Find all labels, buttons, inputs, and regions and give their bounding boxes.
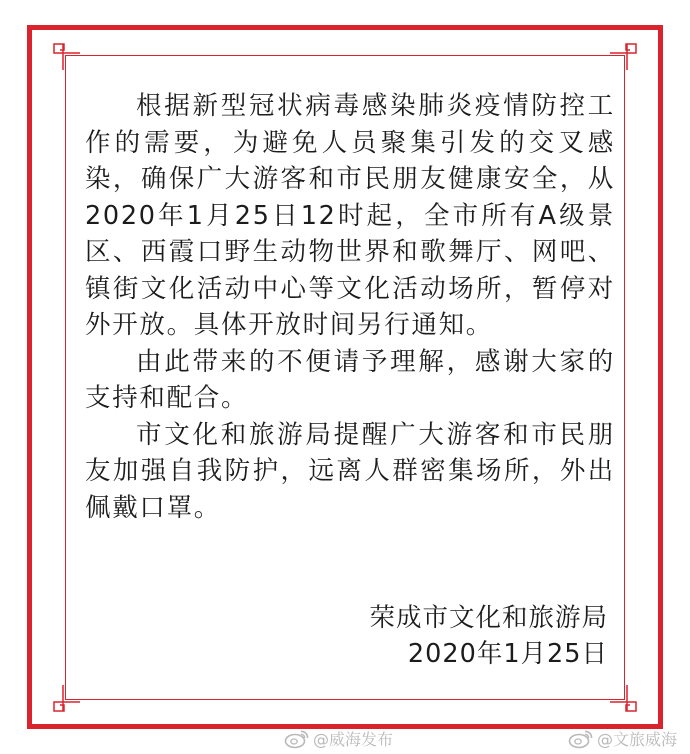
signature-date: 2020年1月25日: [407, 639, 608, 669]
notice-paragraph-reminder: 市文化和旅游局提醒广大游客和市民朋友加强自我防护，远离人群密集场所，外出佩戴口罩。: [85, 419, 615, 523]
signature-organization: 荣成市文化和旅游局: [369, 603, 608, 633]
corner-ornament-top-left: [50, 40, 80, 70]
watermark-weihai-release: [284, 727, 393, 750]
watermark-text: @文旅威海: [597, 730, 678, 749]
corner-ornament-bottom-left: [50, 685, 80, 715]
corner-ornament-bottom-right: [610, 685, 640, 715]
notice-paragraph-closure: 根据新型冠状病毒感染肺炎疫情防控工作的需要，为避免人员聚集引发的交叉感染，确保广大游客和市民朋友健康安全，从2020年1月25日12时起，全市所有A级景区、西霞口野生动物世界和歌舞厅、网吧、镇街文化活动中心等文化活动场所，暂停对外开放。具体开放时间另行通知。: [85, 91, 615, 340]
weibo-icon: [284, 729, 310, 749]
notice-paragraph-apology: 由此带来的不便请予理解，感谢大家的支持和配合。: [85, 346, 615, 413]
weibo-icon: [568, 729, 594, 749]
notice-body: [85, 88, 615, 526]
watermark-wenlv-weihai: [568, 727, 677, 750]
corner-ornament-top-right: [610, 40, 640, 70]
watermark-text: @威海发布: [313, 730, 394, 749]
